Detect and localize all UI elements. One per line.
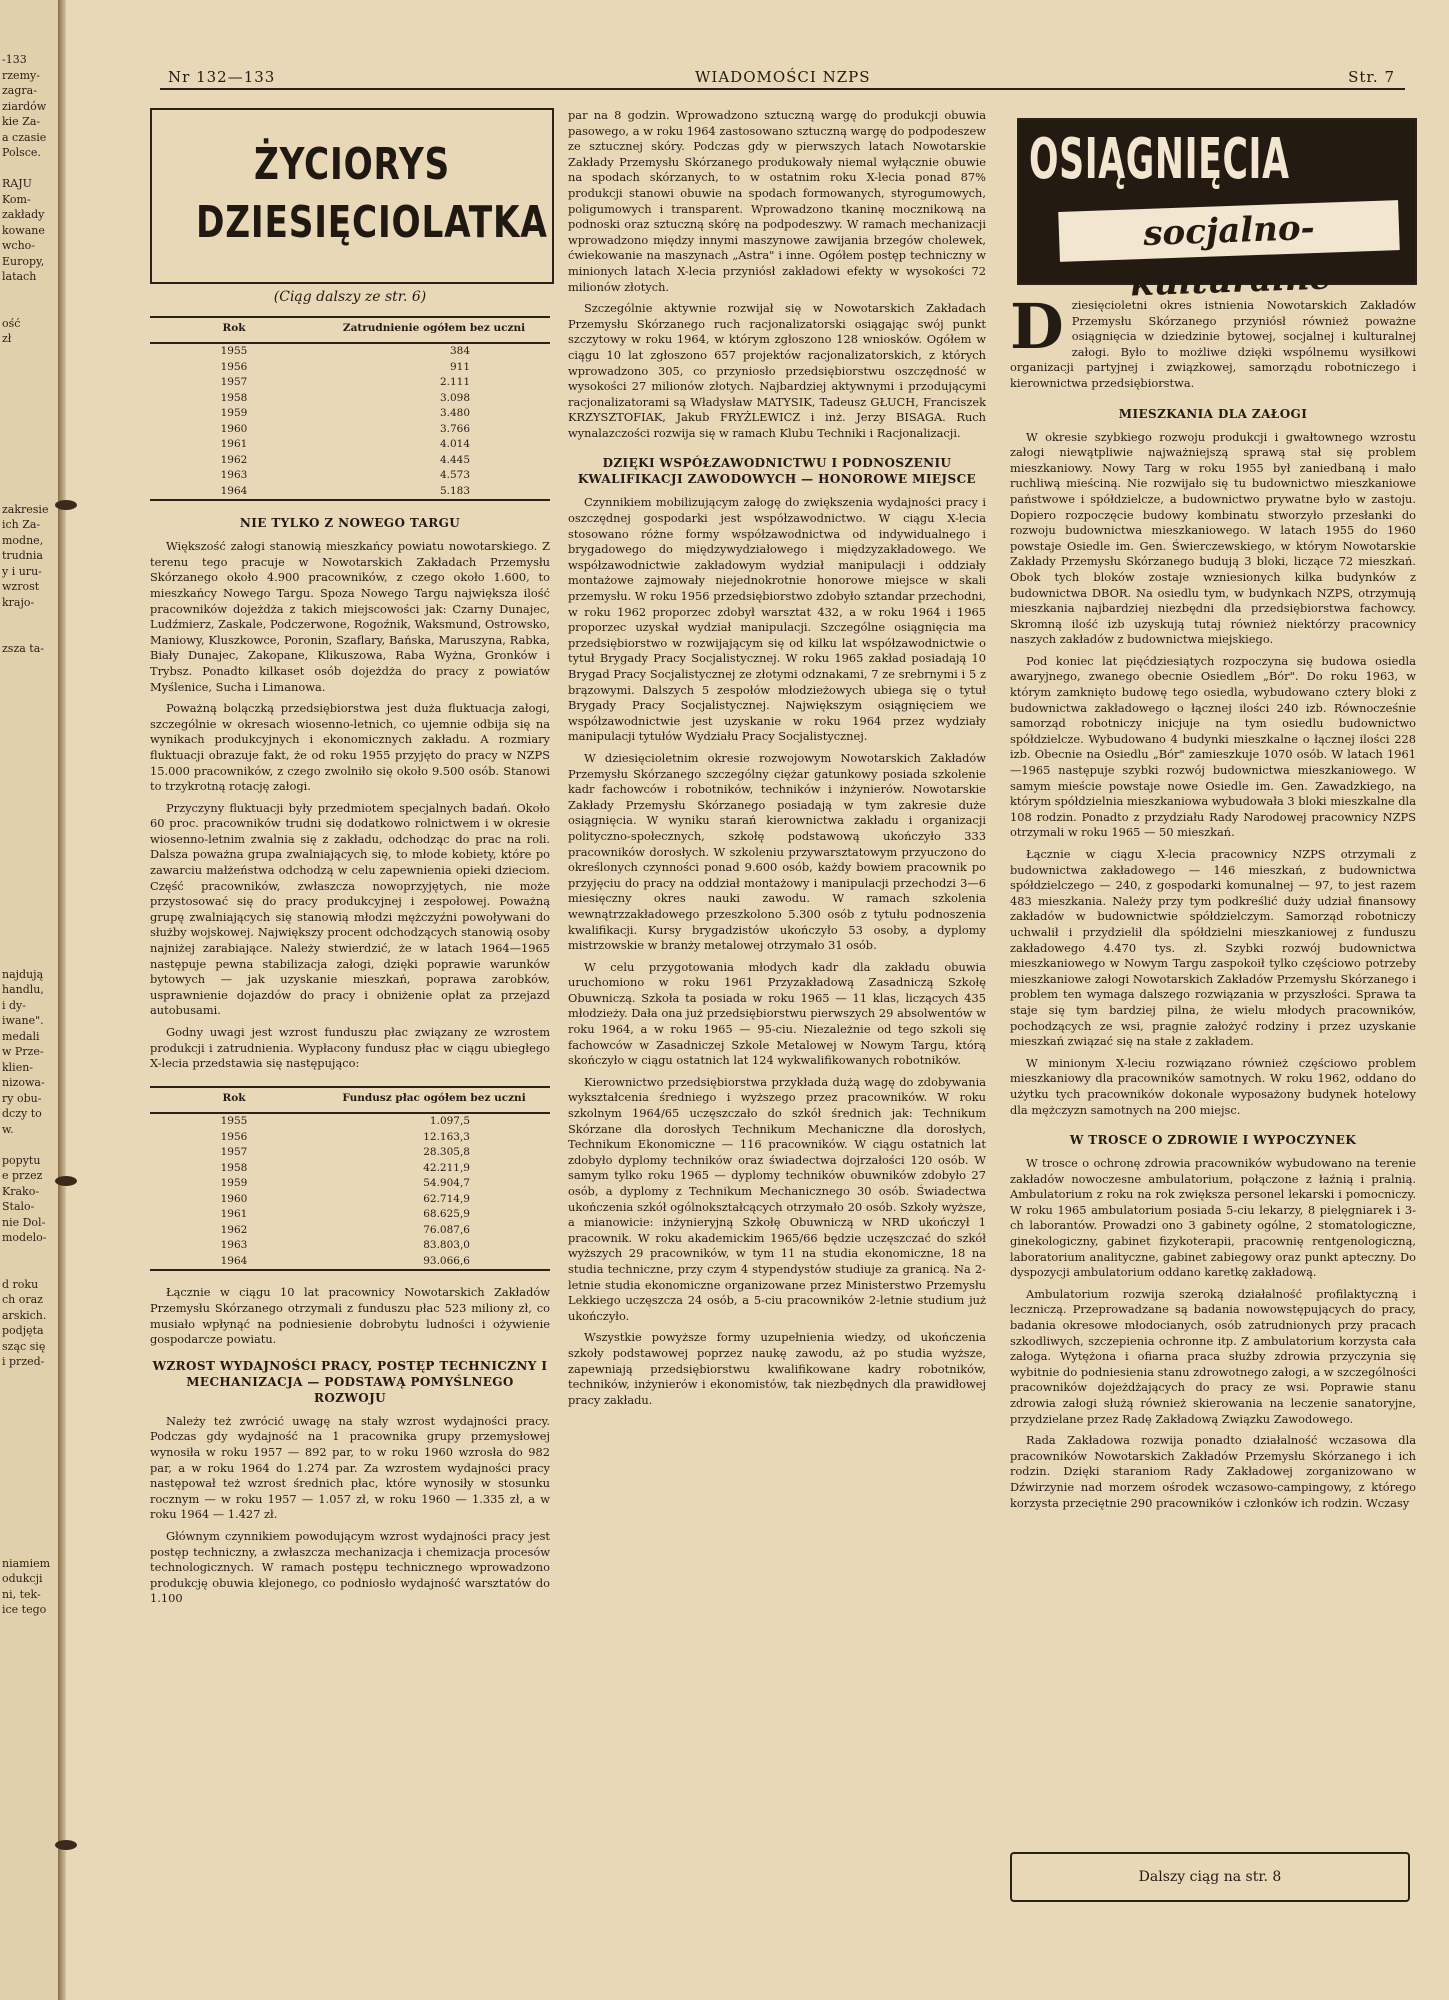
strip-line: modne, (2, 533, 44, 547)
paragraph: Rada Zakładowa rozwija ponadto działalność wczasowa dla pracowników Nowotarskich Zakładów Przemysłu Skórzanego i ich rodzin. Dzięki staraniom Rady Zakładowej zorganizowano w Dźwirzynie nad morzem ośrodek wczasowo-campingowy, z którego korzysta przeciętnie 290 pracowników i członków ich rodzin. Wczasy (1010, 1433, 1416, 1510)
table-row (150, 1176, 550, 1192)
year-cell: 1960 (220, 422, 248, 435)
strip-line: ch oraz (2, 1293, 43, 1306)
strip-line (2, 440, 58, 456)
strip-line: latach (2, 270, 37, 283)
strip-line (2, 161, 58, 177)
strip-line (2, 672, 58, 688)
strip-line (2, 347, 58, 363)
table-row (150, 375, 550, 391)
paragraph: W celu przygotowania młodych kadr dla zakładu obuwia uruchomiono w roku 1961 Przyzakładową Zasadniczą Szkołę Obuwniczą. Szkoła ta posiada w roku 1965 — 11 klas, liczących 435 młodzieży. Dała ona już przedsiębiorstwu pierwszych 29 absolwentów w roku 1964, a w roku 1965 — 95-ciu. Niezależnie od tego szkoli się fachowców w Zasadniczej Szkole Metalowej w Nowym Targu, którą skończyło w ciągu ostatnich lat 124 wykwalifikowanych robotników. (568, 959, 986, 1068)
strip-line: zakłady (2, 208, 45, 221)
strip-line (2, 750, 58, 766)
value-cell: 3.480 (439, 407, 470, 420)
value-cell: 28.305,8 (423, 1146, 470, 1159)
paragraph: W trosce o ochronę zdrowia pracowników wybudowano na terenie zakładów nowoczesne ambulatorium, połączone z łaźnią i pralnią. Ambulatorium z roku na rok zwiększa personel lekarski i pomocniczy. W roku 1965 ambulatorium posiada 5-ciu lekarzy, 8 pielęgniarek i 3-ch laborantów. Prowadzi ono 3 gabinety ogólne, 2 stomatologiczne, ginekologiczny, gabinet fizykoterapii, pracownię rentgenologiczną, laboratorium analityczne, gabinet zabiegowy oraz punkt apteczny. Do dyspozycji ambulatorium oddano karetkę zakładową. (1010, 1156, 1416, 1280)
strip-line (2, 424, 58, 440)
strip-line (2, 1494, 58, 1510)
strip-line (2, 781, 58, 797)
year-cell: 1964 (150, 484, 318, 501)
employment-table (150, 316, 550, 502)
paragraph: Należy też zwrócić uwagę na stały wzrost wydajności pracy. Podczas gdy wydajność na 1 pracownika grupy przemysłowej wynosiła w roku 1957 — 892 par, to w roku 1960 wzrosła do 982 par, a w roku 1964 do 1.274 par. Za wzrostem wydajności pracy następował też wzrost średnich płac, które wynosiły w stosunku rocznym — w roku 1957 — 1.057 zł, w roku 1960 — 1.335 zł, a w roku 1964 — 1.427 zł. (150, 1413, 550, 1522)
strip-line (2, 1509, 58, 1525)
binding-hole (55, 1176, 77, 1186)
wage-fund-table (150, 1086, 550, 1272)
continued-from: (Ciąg dalszy ze str. 6) (273, 289, 427, 305)
strip-line (2, 610, 58, 626)
strip-line: modelo- (2, 1231, 47, 1244)
table-row (150, 343, 550, 360)
strip-line (2, 858, 58, 874)
value-cell: 2.111 (439, 376, 470, 389)
strip-line: podjęta (2, 1324, 44, 1337)
intro-paragraph: Dziesięcioletni okres istnienia Nowotarskich Zakładów Przemysłu Skórzanego przyniósł również poważne osiągnięcia w dziedzinie bytowej, socjalnej i kulturalnej załogi. Było to możliwe dzięki wspólnemu wysiłkowi organizacji partyjnej i związkowej, samorządu robotniczego i kierownictwa przedsiębiorstwa. (1010, 290, 1416, 390)
table-row (150, 1223, 550, 1239)
strip-line (2, 843, 58, 859)
binding-spine (58, 0, 66, 2000)
strip-line (2, 1447, 58, 1463)
strip-line: ich Za- (2, 518, 41, 531)
achievements-title: OSIĄGNIĘCIA (1029, 127, 1290, 192)
strip-line: zakresie (2, 502, 49, 516)
paragraph: W dziesięcioletnim okresie rozwojowym Nowotarskich Zakładów Przemysłu Skórzanego szczególny ciężar gatunkowy posiada szkolenie kadr fachowców i robotników, techników i inżynierów. Nowotarskie Zakłady Przemysłu Skórzanego posiadają w tym zakresie duże osiągnięcia. W wyniku starań kierownictwa zakładu i organizacji polityczno-społecznych, szkołę podstawową ukończyło 333 pracowników dorosłych. W szkoleniu przywarsztatowym przyuczono do określonych czynności ponad 9.600 osób, każdy bowiem pracownik po przyjęciu do pracy na oddział montażowy i manipulacji przechodzi 3—6 miesięczny okres nauki zawodu. W ramach szkolenia wewnątrzzakładowego przeszkolono 5.300 osób z tytułu podnoszenia kwalifikacji. Kursy brygadzistów ukończyło 53 osoby, a dyplomy mistrzowskie w branży metalowej otrzymało 31 osób. (568, 750, 986, 953)
value-cell: 93.066,6 (318, 1254, 550, 1271)
strip-line: kie Za- (2, 115, 41, 128)
table-row (150, 406, 550, 422)
year-cell: 1964 (150, 1254, 318, 1271)
year-cell: 1961 (220, 438, 248, 451)
year-cell: 1961 (220, 1208, 248, 1221)
strip-line: kowane (2, 223, 45, 237)
table-row (150, 360, 550, 376)
strip-line (2, 455, 58, 471)
strip-line: sząc się (2, 1339, 46, 1353)
paragraph: Przyczyny fluktuacji były przedmiotem specjalnych badań. Około 60 proc. pracowników trudni się dodatkowo rolnictwem i w okresie wiosenno-letnim zwalnia się z zakładu, odchodząc do prac na roli. Dalsza poważna grupa zwalniających się, to młode kobiety, które po zawarciu małżeństwa odchodzą w celu zapewnienia opieki dzieciom. Część pracowników, zwłaszcza nowoprzyjętych, nie może przystosować się do pracy produkcyjnej i zespołowej. Poważną grupę zwalniających się stanowią młodzi mężczyźni powoływani do służby wojskowej. Największy procent odchodzących stanowią osoby najniżej zarabiające. Należy stwierdzić, że w latach 1964—1965 następuje pewna stabilizacja załogi, dzięki poprawie warunków bytowych — jak uzyskanie mieszkań, poprawa zarobków, usprawnienie dojazdów do pracy i obniżenie opłat za przejazd autobusami. (150, 800, 550, 1018)
strip-line (2, 874, 58, 890)
value-cell: 42.211,9 (423, 1161, 470, 1174)
section-heading: NIE TYLKO Z NOWEGO TARGU (239, 516, 461, 531)
value-cell: 3.098 (439, 391, 470, 404)
strip-line (2, 920, 58, 936)
achievements-title-box (1017, 118, 1417, 305)
strip-line (2, 1261, 58, 1277)
value-cell: 5.183 (318, 484, 550, 501)
value-cell: 3.766 (439, 422, 470, 435)
strip-line (2, 734, 58, 750)
binding-hole (55, 1840, 77, 1850)
year-cell: 1956 (220, 360, 248, 373)
strip-line (2, 827, 58, 843)
strip-line: i dy- (2, 998, 26, 1012)
strip-line: nizowa- (2, 1076, 45, 1089)
year-cell: 1962 (220, 1223, 248, 1236)
strip-line (2, 889, 58, 905)
year-cell: 1958 (220, 1161, 248, 1174)
table-row (150, 437, 550, 453)
year-cell: 1962 (220, 453, 248, 466)
binding-hole (55, 500, 77, 510)
strip-line: Stalo- (2, 1200, 35, 1213)
strip-line: rzemy- (2, 68, 40, 82)
table-row (150, 1207, 550, 1223)
table-row (150, 1145, 550, 1161)
section-heading: WZROST WYDAJNOŚCI PRACY, POSTĘP TECHNICZNY I MECHANIZACJA — PODSTAWĄ POMYŚLNEGO ROZWOJU (152, 1358, 548, 1405)
strip-line (2, 471, 58, 487)
strip-line: arskich. (2, 1308, 47, 1322)
strip-line (2, 393, 58, 409)
value-cell: 384 (449, 345, 470, 358)
strip-line: ice tego (2, 1603, 47, 1616)
section-heading: W TROSCE O ZDROWIE I WYPOCZYNEK (1069, 1133, 1357, 1148)
strip-line: krajo- (2, 595, 35, 609)
year-cell: 1957 (220, 1146, 248, 1159)
year-cell: 1958 (220, 391, 248, 404)
strip-line: i przed- (2, 1355, 45, 1368)
achievements-subtitle: socjalno-kulturalne (1058, 200, 1400, 262)
strip-line (2, 765, 58, 781)
strip-line (2, 1137, 58, 1153)
strip-line: Polsce. (2, 146, 41, 159)
table-header: Rok (150, 1087, 318, 1114)
strip-line: dczy to (2, 1107, 42, 1120)
strip-line (2, 657, 58, 673)
paragraph: W minionym X-leciu rozwiązano również częściowo problem mieszkaniowy dla pracowników samotnych. W roku 1962, oddano do użytku tych pracowników dokonale wyposażony budynek hotelowy dla mężczyzn samotnych na 200 miejsc. (1010, 1055, 1416, 1117)
value-cell: 76.087,6 (423, 1223, 470, 1236)
strip-line (2, 1525, 58, 1541)
strip-line (2, 1370, 58, 1386)
table-row (150, 1113, 550, 1130)
year-cell: 1960 (220, 1192, 248, 1205)
table-header: Fundusz płac ogółem bez uczni (318, 1087, 550, 1114)
table-row (150, 422, 550, 438)
strip-line: nie Dol- (2, 1215, 46, 1229)
strip-line: d roku (2, 1277, 39, 1291)
strip-line: handlu, (2, 983, 44, 996)
continued-on-box: Dalszy ciąg na str. 8 (1010, 1852, 1410, 1902)
strip-line (2, 1246, 58, 1262)
strip-line: trudnia (2, 549, 43, 562)
value-cell: 12.163,3 (423, 1130, 470, 1143)
previous-page-strip (0, 0, 60, 2000)
strip-line (2, 951, 58, 967)
strip-line: w. (2, 1122, 14, 1136)
paragraph: Poważną bolączką przedsiębiorstwa jest duża fluktuacja załogi, szczególnie w okresach wiosenno-letnich, co ujemnie odbija się na wynikach produkcyjnych i ekonomicznych zakładu. A rozmiary fluktuacji obrazuje fakt, że od roku 1955 przyjęto do pracy w NZPS 15.000 pracowników, z czego zwolniło się około 9.500 osób. Stanowi to trzykrotną rotację załogi. (150, 701, 550, 794)
strip-line (2, 812, 58, 828)
year-cell: 1963 (220, 1239, 248, 1252)
strip-line: wzrost (2, 580, 40, 593)
strip-line: najdują (2, 967, 44, 981)
strip-line (2, 378, 58, 394)
strip-line (2, 1385, 58, 1401)
strip-line: Kom- (2, 192, 31, 206)
year-cell: 1963 (220, 469, 248, 482)
masthead: WIADOMOŚCI NZPS (695, 68, 871, 86)
value-cell: 62.714,9 (423, 1192, 470, 1205)
table-row (150, 391, 550, 407)
strip-line: e przez (2, 1169, 43, 1182)
strip-line (2, 626, 58, 642)
strip-line: wcho- (2, 239, 35, 252)
page-number: Str. 7 (1348, 68, 1395, 86)
value-cell: 4.573 (439, 469, 470, 482)
table-row (150, 1238, 550, 1254)
strip-line: zsza ta- (2, 642, 44, 655)
paragraph: Łącznie w ciągu 10 lat pracownicy Nowotarskich Zakładów Przemysłu Skórzanego otrzymali z funduszu płac 523 miliony zł, co musiało wpłynąć na podniesienie dobrobytu ludności i ożywienie gospodarcze powiatu. (150, 1285, 550, 1347)
strip-line: medali (2, 1029, 40, 1043)
value-cell: 4.445 (439, 453, 470, 466)
paragraph: Czynnikiem mobilizującym załogę do zwiększenia wydajności pracy i oszczędnej gospodarki jest współzawodnictwo. W ciągu X-lecia stosowano różne formy współzawodnictwa od indywidualnego i brygadowego do międzywydziałowego i międzyzakładowego. We współzawodnictwie zakładowym wydział manipulacji i oddziały montażowe zajmowały niejednokrotnie honorowe miejsce w skali przemysłu. W roku 1956 przedsiębiorstwo zdobyło sztandar przechodni, w roku 1962 proporzec zdobył warsztat 432, a w roku 1964 i 1965 proporzec uzyskał wydział manipulacji. Szczególne osiągnięcia ma przedsiębiorstwo w rozwijającym się od kilku lat współzawodnictwie o tytuł Brygady Pracy Socjalistycznej. W roku 1965 zakład posiadają 10 Brygad Pracy Socjalistycznej ze złotymi odznakami, 7 ze srebrnymi i 5 z brązowymi. Dalszych 5 zespołów młodzieżowych ubiega się o tytuł Brygady Pracy Socjalistycznej. Największym osiągnięciem we współzawodnictwie jest uzyskanie w roku 1964 przez wydziały manipulacji tytułów Wydziału Pracy Socjalistycznej. (568, 495, 986, 744)
strip-line: niamiem (2, 1556, 51, 1570)
value-cell: 68.625,9 (423, 1208, 470, 1221)
drop-cap: D (1010, 290, 1064, 363)
strip-line (2, 285, 58, 301)
section-heading: DZIĘKI WSPÓŁZAWODNICTWU I PODNOSZENIU KWALIFIKACJI ZAWODOWYCH — HONOROWE MIEJSCE (577, 456, 977, 487)
strip-line (2, 1401, 58, 1417)
paragraph: Godny uwagi jest wzrost funduszu płac związany ze wzrostem produkcji i zatrudnienia. Wypłacony fundusz płac w ciągu ubiegłego X-lecia przedstawia się następująco: (150, 1025, 550, 1071)
table-header: Rok (150, 317, 318, 344)
strip-line: odukcji (2, 1572, 43, 1585)
strip-line (2, 688, 58, 704)
strip-line: w Prze- (2, 1045, 44, 1058)
strip-line: iwane". (2, 1014, 44, 1027)
strip-line (2, 1432, 58, 1448)
year-cell: 1955 (220, 345, 248, 358)
strip-line: ziardów (2, 99, 47, 113)
strip-line (2, 300, 58, 316)
strip-line (2, 362, 58, 378)
article-title: ŻYCIORYS DZIESIĘCIOLATKA (196, 139, 548, 248)
value-cell: 1.097,5 (429, 1115, 470, 1128)
strip-line (2, 486, 58, 502)
year-cell: 1957 (220, 376, 248, 389)
table-row (150, 453, 550, 469)
table-header: Zatrudnienie ogółem bez uczni (318, 317, 550, 344)
strip-line (2, 1463, 58, 1479)
strip-line: y i uru- (2, 564, 42, 578)
strip-line: ry obu- (2, 1091, 42, 1105)
column-1 (150, 290, 550, 1613)
strip-line: Krako- (2, 1184, 40, 1198)
paragraph: Ambulatorium rozwija szeroką działalność profilaktyczną i leczniczą. Przeprowadzane są badania nowowstępujących do pracy, badania okresowe młodocianych, osób zatrudnionych przy pracach szkodliwych, szczepienia ochronne itp. Z ambulatorium korzysta cała załoga. Wytężona i ofiarna praca służby zdrowia przyczynia się wybitnie do podniesienia stanu zdrowotnego załogi, a w szczególności pracowników dojeżdżających do pracy ze wsi. Poprawie stanu zdrowia załogi służą również skierowania na leczenie sanatoryjne, przydzielane przez Radę Zakładową Związku Zawodowego. (1010, 1286, 1416, 1426)
paragraph: W okresie szybkiego rozwoju produkcji i gwałtownego wzrostu załogi niewątpliwie najważniejszą sprawą stał się problem mieszkaniowy. Nowy Targ w roku 1955 był zaniedbaną i mało ruchliwą mieściną. Nie rozwijało się tu budownictwo mieszkaniowe państwowe i spółdzielcze, a budownictwo prywatne było w zastoju. Dopiero rozpoczęcie budowy kombinatu stworzyło przesłanki do rozwoju budownictwa mieszkaniowego. W latach 1955 do 1960 powstaje Osiedle im. Gen. Świerczewskiego, w którym Nowotarskie Zakłady Przemysłu Skórzanego budują 3 bloki, liczące 72 mieszkań. Obok tych bloków zostaje wzniesionych kilka budynków z budownictwa DBOR. Na osiedlu tym, w budynkach NZPS, otrzymują mieszkania najbardziej niezbędni dla przedsiębiorstwa fachowcy. Skromną ilość izb uzyskują tutaj również niektórzy pracownicy naszych zakładów z budownictwa miejskiego. (1010, 429, 1416, 647)
column-3 (1010, 290, 1416, 1517)
section-heading: MIESZKANIA DLA ZAŁOGI (1118, 406, 1308, 421)
strip-line: ość (2, 316, 21, 330)
strip-line: klien- (2, 1060, 34, 1074)
strip-line: -133 (2, 53, 27, 66)
value-cell: 83.803,0 (423, 1239, 470, 1252)
strip-line (2, 1478, 58, 1494)
year-cell: 1955 (220, 1115, 248, 1128)
value-cell: 54.904,7 (423, 1177, 470, 1190)
paragraph: Łącznie w ciągu X-lecia pracownicy NZPS otrzymali z budownictwa zakładowego — 146 mieszkań, z budownictwa spółdzielczego — 240, z gospodarki komunalnej — 97, to jest razem 483 mieszkania. Należy przy tym podkreślić duży udział finansowy zakładów w budownictwie spółdzielczym. Samorząd robotniczy uchwalił i przydzielił dla spółdzielni mieszkaniowej z funduszu zakładowego 4.470 tys. zł. Szybki rozwój budownictwa mieszkaniowego w Nowym Targu zaspokoił tylko częściowo potrzeby mieszkaniowe załogi Nowotarskich Zakładów Przemysłu Skórzanego i problem ten wymaga dalszego rozwiązania w przyszłości. Sprawa ta staje się tym bardziej pilna, że wielu młodych pracowników, pochodzących ze wsi, pragnie założyć rodziny i przez uzyskanie mieszkań związać się na stałe z zakładem. (1010, 847, 1416, 1049)
table-row (150, 1254, 550, 1271)
strip-line (2, 796, 58, 812)
strip-line: RAJU (2, 177, 32, 190)
year-cell: 1956 (220, 1130, 248, 1143)
strip-line (2, 905, 58, 921)
strip-line: ni, tek- (2, 1587, 41, 1601)
table-row (150, 1192, 550, 1208)
table-row (150, 1161, 550, 1177)
strip-line (2, 409, 58, 425)
paragraph: Pod koniec lat pięćdziesiątych rozpoczyna się budowa osiedla awaryjnego, zwanego obecnie Osiedlem „Bór". Do roku 1963, w którym zamknięto budowę tego osiedla, wybudowano cztery bloki z budownictwa zakładowego o łącznej ilości 240 izb. Równocześnie samorząd robotniczy inicjuje na tym osiedlu budownictwo spółdzielcze. Wybudowano 4 budynki mieszkalne o łącznej ilości 228 izb. Obecnie na Osiedlu „Bór" zamieszkuje 1070 osób. W latach 1961—1965 następuje szybki rozwój budownictwa mieszkaniowego. W samym mieście powstaje nowe Osiedle im. Gen. Zawadzkiego, na którym spółdzielnia mieszkaniowa wybudowała 3 bloki mieszkalne dla 108 rodzin. Ponadto z przydziału Rady Narodowej pracownicy NZPS otrzymali w roku 1965 — 50 mieszkań. (1010, 653, 1416, 840)
strip-line: a czasie (2, 130, 47, 144)
strip-line: Europy, (2, 254, 45, 268)
table-row (150, 1130, 550, 1146)
strip-line (2, 1416, 58, 1432)
paragraph: Głównym czynnikiem powodującym wzrost wydajności pracy jest postęp techniczny, a zwłaszcza mechanizacja i chemizacja procesów technologicznych. W ramach postępu technicznego wprowadzono produkcję obuwia klejonego, co podniosło wydajność warsztatów do 1.100 (150, 1528, 550, 1606)
table-row (150, 468, 550, 484)
paragraph: Większość załogi stanowią mieszkańcy powiatu nowotarskiego. Z terenu tego pracuje w Nowotarskich Zakładach Przemysłu Skórzanego około 4.900 pracowników, z czego około 1.600, to mieszkańcy Nowego Targu. Spoza Nowego Targu największa ilość pracowników dojeżdża z takich miejscowości jak: Czarny Dunajec, Ludźmierz, Zaskale, Podczerwone, Rogoźnik, Waksmund, Ostrowsko, Maniowy, Kluszkowce, Poronin, Szaflary, Bańska, Maruszyna, Rabka, Biały Dunajec, Zakopane, Klikuszowa, Raba Wyżna, Gronków i Trybsz. Ponadto kilkaset osób dojeżdża do pracy z powiatów Myślenice, Sucha i Limanowa. (150, 539, 550, 694)
paragraph: par na 8 godzin. Wprowadzono sztuczną wargę do produkcji obuwia pasowego, a w roku 1964 zastosowano sztuczną wargę do podpodeszew ze sztucznej skóry. Podczas gdy w pierwszych latach Nowotarskie Zakłady Przemysłu Skórzanego produkowały niemal wyłącznie obuwie na spodach skórzanych, to w ostatnim roku X-lecia ponad 87% produkcji stanowi obuwie na spodach formowanych, styrogumowych, poligumowych i transparent. Wprowadzono tkaninę mocznikową na podnoski oraz sztuczną skórę na podpodeszwy. W ramach mechanizacji wprowadzono między innymi maszynowe zawijania brzegów cholewek, ćwiekowanie na maszynach „Astra" i inne. Ogółem postęp techniczny w minionych latach X-lecia przyniósł zakładowi efekty w wysokości 72 milionów złotych. (568, 108, 986, 294)
strip-line (2, 703, 58, 719)
paragraph: Wszystkie powyższe formy uzupełnienia wiedzy, od ukończenia szkoły podstawowej poprzez naukę zawodu, aż po studia wyższe, zapewniają przedsiębiorstwu kwalifikowane kadry robotników, techników, inżynierów i ekonomistów, tak niezbędnych dla prawidłowej pracy zakładu. (568, 1330, 986, 1407)
page-header (160, 64, 1405, 90)
value-cell: 911 (449, 360, 470, 373)
column-2 (568, 108, 986, 1414)
issue-number: Nr 132—133 (168, 68, 276, 86)
strip-line (2, 1540, 58, 1556)
year-cell: 1959 (220, 1177, 248, 1190)
strip-line: popytu (2, 1153, 41, 1167)
value-cell: 4.014 (439, 438, 470, 451)
strip-line: zagra- (2, 84, 37, 97)
strip-line: zł (2, 332, 12, 345)
paragraph: Szczególnie aktywnie rozwijał się w Nowotarskich Zakładach Przemysłu Skórzanego ruch racjonalizatorski osiągając swój punkt szczytowy w roku 1964, w którym zgłoszono 128 wniosków. Ogółem w ciągu 10 lat zgłoszono 657 projektów racjonalizatorskich, z których wprowadzono 305, co przyniosło przedsiębiorstwu oszczędność w wysokości 27 milionów złotych. Najbardziej aktywnymi i przodującymi racjonalizatorami są Władysław MATYSIK, Tadeusz GŁUCH, Franciszek KRZYSZTOFIAK, Jakub FRYŻLEWICZ i inż. Jerzy BISAGA. Ruch wynalazczości rozwija się w ramach Klubu Techniki i Racjonalizacji. (568, 301, 986, 440)
strip-line (2, 719, 58, 735)
table-row (150, 484, 550, 501)
article-title-box (150, 108, 554, 284)
year-cell: 1959 (220, 407, 248, 420)
paragraph: Kierownictwo przedsiębiorstwa przykłada dużą wagę do zdobywania wykształcenia średniego i wyższego przez pracowników. W roku szkolnym 1964/65 uczęszczało do szkół średnich jak: Technikum Skórzane dla dorosłych Technikum Mechaniczne dla dorosłych, Technikum Ekonomiczne — 116 pracowników. W ciągu ostatnich lat zdobyło dyplomy techników oraz świadectwa dojrzałości 120 osób. W samym tylko roku 1965 — dyplomy techników obuwników zdobyło 27 osób, a dyplomy z Technikum Mechanicznego 30 osób. Świadectwa ukończenia szkół ogólnokształcących otrzymało 20 osób. Szkoły wyższe, a mianowicie: inżynieryjną Szkołę Obuwniczą w NRD ukończył 1 pracownik. W roku akademickim 1965/66 będzie uczęszczać do szkół wyższych 29 pracowników, w tym 11 na studia ekonomiczne, 18 na studia techniczne, przy czym 4 stypendystów studiuje za granicą. Na 2-letnie studia ekonomiczne organizowane przez Ministerstwo Przemysłu Lekkiego uczęszcza 24 osób, a 5-ciu pracowników 2-letnie studium już ukończyło. (568, 1074, 986, 1323)
strip-line (2, 936, 58, 952)
